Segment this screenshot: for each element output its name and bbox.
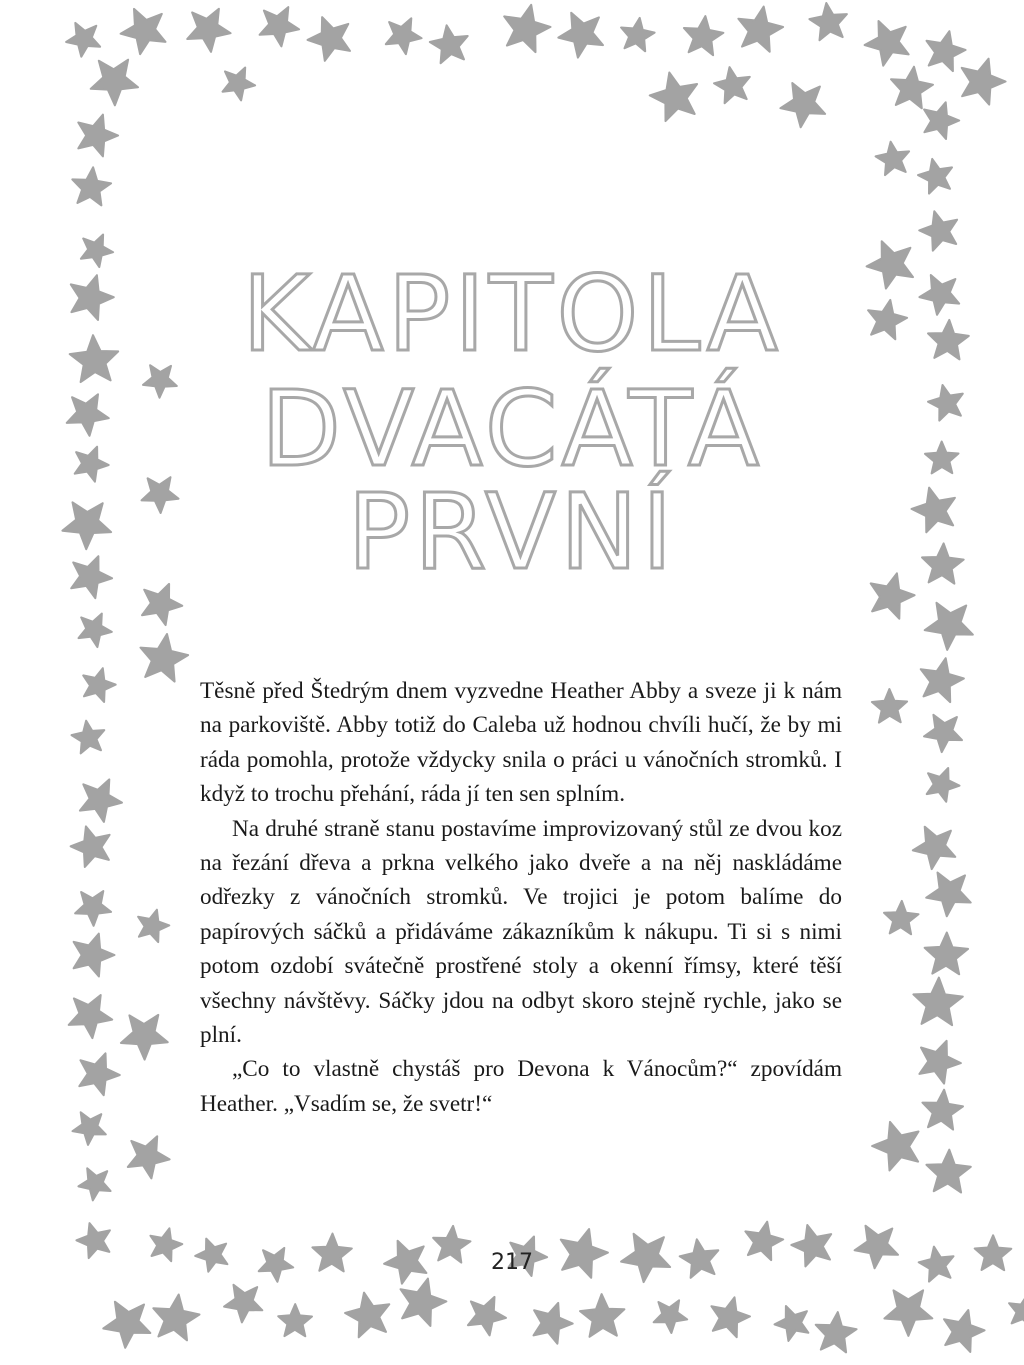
star-icon xyxy=(865,21,909,66)
star-icon xyxy=(72,721,105,754)
star-icon xyxy=(684,16,724,55)
star-icon xyxy=(919,211,957,250)
star-icon xyxy=(621,18,655,51)
star-icon xyxy=(308,17,351,61)
star-icon xyxy=(714,67,750,103)
star-icon xyxy=(580,1294,624,1337)
star-icon xyxy=(75,891,111,926)
star-icon xyxy=(141,634,189,682)
star-icon xyxy=(121,9,166,54)
star-icon xyxy=(891,67,933,109)
star-icon xyxy=(927,31,966,71)
star-icon xyxy=(138,910,169,942)
paragraph-2: Na druhé straně stanu postavíme improvizovaný stůl ze dvou koz na řezání dřeva a prkna velkého jako dveře a na něj naskládáme odřezky z vánočních stromků. Ve trojici je potom balíme do papírových sáčků a přidáváme zákazníkům k nákupu. Ti si s nimi potom ozdobí svátečně prostřené stoly a okenní římsy, které těší všechny návštěvy. Sáčky jdou na odbyt skoro stejně rychle, jako se plní. xyxy=(200,815,842,1049)
star-icon xyxy=(78,1168,110,1200)
chapter-title-line-1: KAPITOLA xyxy=(242,253,782,375)
star-icon xyxy=(79,1053,120,1095)
star-icon xyxy=(913,827,956,869)
star-icon xyxy=(876,142,910,175)
star-icon xyxy=(884,1290,932,1336)
star-icon xyxy=(73,1112,106,1145)
star-icon xyxy=(944,1310,985,1352)
star-icon xyxy=(1009,1295,1024,1328)
star-icon xyxy=(79,614,112,648)
star-icon xyxy=(654,1300,688,1333)
star-icon xyxy=(913,978,962,1026)
star-icon xyxy=(919,1041,961,1084)
star-icon xyxy=(924,715,962,752)
star-icon xyxy=(66,23,100,57)
star-icon xyxy=(72,167,111,205)
star-icon xyxy=(278,1304,312,1336)
star-icon xyxy=(922,1090,963,1130)
star-icon xyxy=(775,1306,809,1341)
star-icon xyxy=(71,826,110,867)
star-icon xyxy=(925,603,973,650)
star-icon xyxy=(872,1122,918,1171)
star-icon xyxy=(711,1297,750,1337)
star-icon xyxy=(83,668,116,702)
star-icon xyxy=(260,7,300,46)
paragraph-3: „Co to vlastně chystáš pro Devona k Vánocům?“ zpovídám Heather. „Vsadím se, že svetr!“ xyxy=(200,1056,842,1117)
star-icon xyxy=(872,689,907,723)
star-icon xyxy=(780,83,825,127)
star-icon xyxy=(78,115,118,157)
star-icon xyxy=(153,1295,199,1341)
star-icon xyxy=(401,1279,447,1326)
star-icon xyxy=(224,1285,262,1323)
page-number: 217 xyxy=(491,1250,533,1275)
star-icon xyxy=(558,13,603,58)
chapter-body xyxy=(200,674,842,1121)
star-icon xyxy=(91,60,138,106)
star-icon xyxy=(504,5,550,52)
star-icon xyxy=(921,658,964,702)
chapter-title-line-2: DVACÁTÁ xyxy=(260,368,764,490)
star-icon xyxy=(816,1312,857,1352)
star-icon xyxy=(738,7,783,52)
star-icon xyxy=(386,18,422,54)
star-icon xyxy=(809,3,847,40)
star-icon xyxy=(128,1136,170,1178)
star-icon xyxy=(223,68,256,101)
star-icon xyxy=(534,1303,573,1344)
star-icon xyxy=(468,1297,506,1336)
star-icon xyxy=(430,25,468,63)
star-icon xyxy=(884,901,919,934)
star-icon xyxy=(74,934,115,977)
star-icon xyxy=(187,9,230,52)
star-icon xyxy=(926,873,971,917)
chapter-title-line-3: PRVNÍ xyxy=(347,471,677,593)
star-icon xyxy=(80,779,122,822)
star-icon xyxy=(121,1015,168,1060)
star-icon xyxy=(650,73,697,122)
star-icon xyxy=(962,59,1006,105)
star-icon xyxy=(925,933,969,975)
star-icon xyxy=(142,584,182,625)
star-icon xyxy=(924,102,959,139)
star-icon xyxy=(918,159,952,194)
star-icon xyxy=(345,1293,389,1338)
paragraph-1: Těsně před Štedrým dnem vyzvedne Heather Abby a sveze ji k nám na parkoviště. Abby totiž do Caleba už hodnou chvíli hučí, že by mi ráda pomohla, protože vždycky snila o práci u vánočních stromků. I když to trochu přehání, ráda jí ten sen splním. xyxy=(200,678,842,808)
star-icon xyxy=(103,1302,150,1348)
star-icon xyxy=(926,1150,970,1193)
star-icon xyxy=(69,995,113,1038)
star-icon xyxy=(927,768,960,802)
